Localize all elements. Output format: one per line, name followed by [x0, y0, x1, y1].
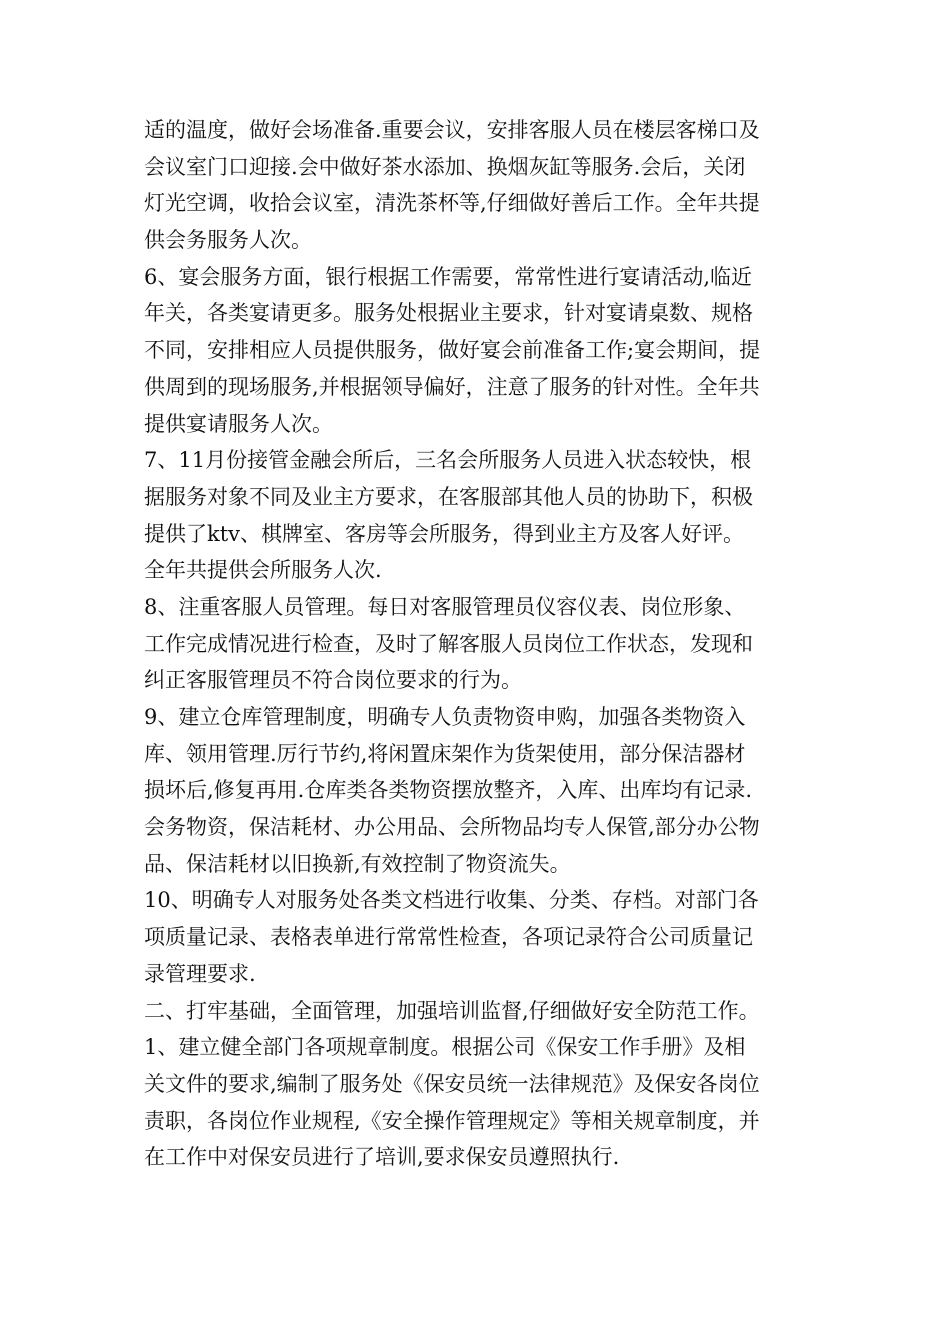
text-line: 库、领用管理.厉行节约,将闲置床架作为货架使用，部分保洁器材 [144, 741, 746, 766]
text-line: 在工作中对保安员进行了培训,要求保安员遵照执行. [144, 1145, 620, 1170]
text-line: 提供了ktv、棋牌室、客房等会所服务，得到业主方及客人好评。 [144, 521, 745, 546]
text-line: 会务物资，保洁耗材、办公用品、会所物品均专人保管,部分办公物 [144, 815, 760, 840]
text-line: 全年共提供会所服务人次. [144, 558, 382, 583]
text-line: 损坏后,修复再用.仓库类各类物资摆放整齐，入库、出库均有记录. [144, 778, 753, 803]
text-line: 会议室门口迎接.会中做好茶水添加、换烟灰缸等服务.会后，关闭 [144, 154, 746, 179]
text-line: 工作完成情况进行检查，及时了解客服人员岗位工作状态，发现和 [144, 631, 753, 656]
text-line: 灯光空调，收拾会议室，清洗茶杯等,仔细做好善后工作。全年共提 [144, 191, 760, 216]
text-line: 适的温度，做好会场准备.重要会议，安排客服人员在楼层客梯口及 [144, 118, 760, 142]
text-line: 1、建立健全部门各项规章制度。根据公司《保安工作手册》及相 [144, 1035, 746, 1060]
text-line: 据服务对象不同及业主方要求，在客服部其他人员的协助下，积极 [144, 484, 753, 509]
text-line: 供周到的现场服务,并根据领导偏好，注意了服务的针对性。全年共 [144, 374, 760, 399]
text-line: 提供宴请服务人次。 [144, 411, 333, 436]
text-line: 供会务服务人次。 [144, 228, 312, 253]
text-line: 年关，各类宴请更多。服务处根据业主要求，针对宴请桌数、规格 [144, 301, 753, 326]
text-line: 8、注重客服人员管理。每日对客服管理员仪容仪表、岗位形象、 [144, 594, 746, 619]
text-line: 录管理要求. [144, 961, 256, 986]
text-line: 不同，安排相应人员提供服务，做好宴会前准备工作;宴会期间，提 [144, 338, 761, 363]
text-line: 纠正客服管理员不符合岗位要求的行为。 [144, 668, 522, 693]
text-line: 项质量记录、表格表单进行常常性检查，各项记录符合公司质量记 [144, 925, 753, 950]
text-line: 10、明确专人对服务处各类文档进行收集、分类、存档。对部门各 [144, 888, 759, 913]
text-line: 关文件的要求,编制了服务处《保安员统一法律规范》及保安各岗位 [144, 1071, 760, 1096]
text-line: 6、宴会服务方面，银行根据工作需要，常常性进行宴请活动,临近 [144, 264, 753, 289]
document-body [144, 112, 810, 1176]
text-line: 二、打牢基础，全面管理，加强培训监督,仔细做好安全防范工作。 [144, 998, 760, 1023]
text-line: 9、建立仓库管理制度，明确专人负责物资申购，加强各类物资入 [144, 705, 746, 729]
text-line: 7、11月份接管金融会所后，三名会所服务人员进入状态较快，根 [144, 448, 752, 473]
text-line: 品、保洁耗材以旧换新,有效控制了物资流失。 [144, 851, 571, 876]
text-line: 责职，各岗位作业规程,《安全操作管理规定》等相关规章制度，并 [144, 1108, 760, 1133]
